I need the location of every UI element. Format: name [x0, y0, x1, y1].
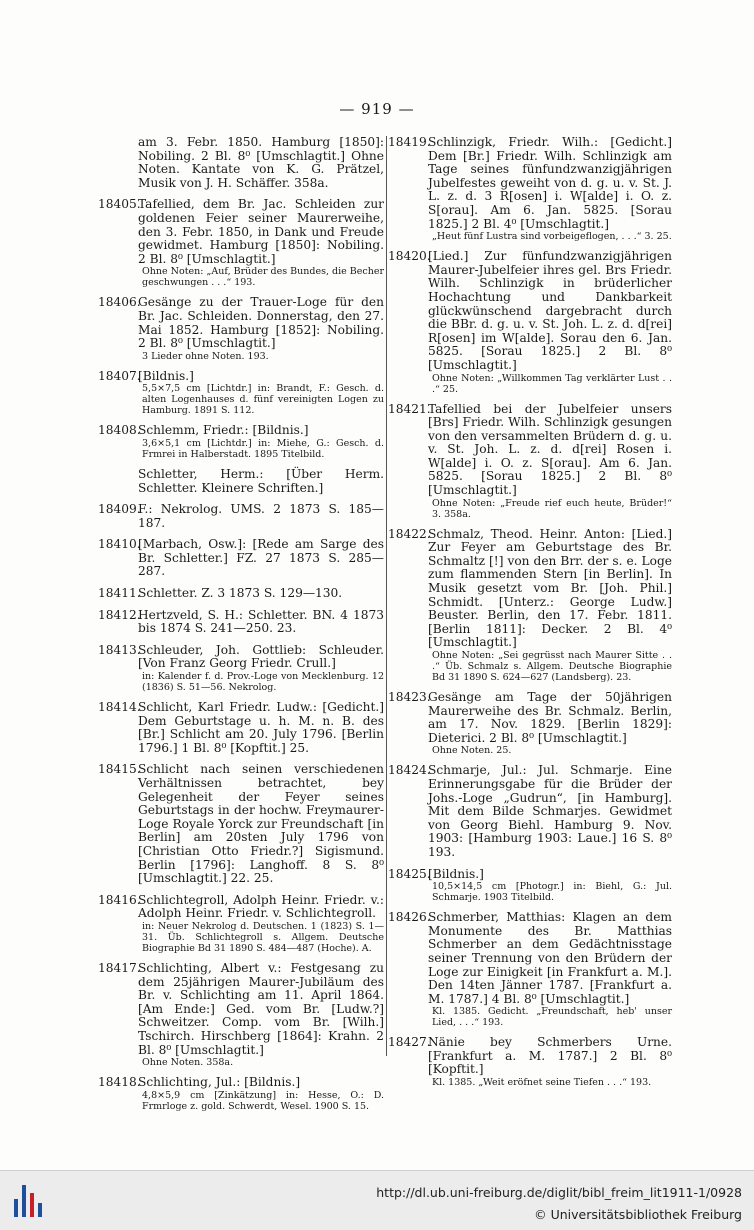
entry-number: 18427. [388, 1035, 431, 1050]
catalog-entry [388, 528, 672, 683]
catalog-entry [98, 1076, 384, 1112]
entry-number: 18412. [98, 607, 141, 622]
entry-number: 18418. [98, 1075, 141, 1090]
page-number: — 919 — [339, 100, 415, 118]
entry-text: am 3. Febr. 1850. Hamburg [1850]: Nobiling. 2 Bl. 8⁰ [Umschlagtit.] [138, 135, 384, 163]
catalog-entry [98, 962, 384, 1068]
catalog-entry [98, 198, 384, 288]
entry-number: 18420. [388, 249, 431, 264]
entry-text: Schlichting, Jul.: [Bildnis.] [138, 1075, 301, 1090]
catalog-entry [388, 403, 672, 520]
entry-number: 18422. [388, 526, 431, 541]
catalog-entry [98, 894, 384, 954]
entry-number: 18406. [98, 295, 141, 310]
catalog-entry [98, 503, 384, 530]
catalog-entry [388, 1036, 672, 1088]
entry-number: 18409. [98, 502, 141, 517]
entry-number: 18411. [98, 586, 141, 601]
entry-note: in: Neuer Nekrolog d. Deutschen. 1 (1823) S. 1—31. Üb. Schlichtegroll s. Allgem. Deutsche Biographie Bd 31 1890 S. 484—487 (Hoche). A. [142, 920, 384, 954]
entry-text: Hertzveld, S. H.: Schletter. BN. 4 1873 bis 1874 S. 241—250. 23. [138, 607, 384, 636]
entry-text: Schlicht, Karl Friedr. Ludw.: [Gedicht.] Dem Geburtstage u. h. M. n. B. des [Br.] Schlicht am 20. July 1796. [Berlin 1796.] 1 Bl. 8⁰ [Kopftit.] 25. [138, 700, 384, 755]
entry-text: [Bildnis.] [138, 368, 194, 383]
entry-text: F.: Nekrolog. UMS. 2 1873 S. 185—187. [138, 502, 384, 530]
entry-note: „Heut fünf Lustra sind vorbeigeflogen, . . .“ 3. 25. [432, 231, 672, 243]
schletter-heading: Schletter, Herm.: [Über Herm. Schletter. Kleinere Schriften.] [138, 466, 384, 495]
catalog-entry [388, 868, 672, 904]
entry-text: Tafellied bei der Jubelfeier unsers [Brs] Friedr. Wilh. Schlinzigk gesungen von den versammelten Brüdern d. g. u. v. St. Joh. L. z. d. d[rei] Rosen i. W[alde] i. O. z. S[orau]. Am 6. Jan. 5825. [Sorau 1825.] 2 Bl. 8⁰ [Umschlagtit.] [428, 401, 672, 498]
catalog-entry [388, 136, 672, 242]
entry-number: 18426. [388, 910, 431, 925]
entry-text: Schmerber, Matthias: Klagen an dem Monumente des Br. Matthias Schmerber an dem Gedächtnisstage seiner Trennung von den Brüdern der Loge zur Einigkeit [in Frankfurt a. M.]. Den 14ten Jänner 1787. [Frankfurt a. M. 1787.] 4 Bl. 8⁰ [Umschlagtit.] [428, 910, 672, 1006]
entry-note: Ohne Noten. 358a. [142, 1057, 234, 1069]
entry-text: [Marbach, Osw.]: [Rede am Sarge des Br. Schletter.] FZ. 27 1873 S. 285—287. [138, 537, 384, 579]
catalog-entry [388, 764, 672, 859]
entry-number: 18419. [388, 135, 431, 149]
entry-text: Schletter. Z. 3 1873 S. 129—130. [138, 586, 343, 601]
entry-text: Schleuder, Joh. Gottlieb: Schleuder. [Von Franz Georg Friedr. Crull.] [138, 642, 384, 671]
viewer-footer [0, 1170, 754, 1230]
entry-text: Schmarje, Jul.: Jul. Schmarje. Eine Erinnerungsgabe für die Brüder der Johs.-Loge „Gudrun“, [in Hamburg]. Mit dem Bilde Schmarjes. Gewidmet von Georg Biehl. Hamburg 9. Nov. 1903: [Hamburg 1903: Laue.] 16 S. 8⁰ 193. [428, 763, 672, 859]
entry-note: 3,6×5,1 cm [Lichtdr.] in: Miehe, G.: Gesch. d. Frmrei in Halberstadt. 1895 Titelbild. [142, 437, 384, 460]
entry-number: 18405. [98, 197, 141, 212]
continuation-entry [98, 136, 384, 190]
entry-number: 18407. [98, 368, 141, 383]
entry-text: Gesänge am Tage der 50jährigen Maurerweihe des Br. Schmalz. Berlin, am 17. Nov. 1829. [Berlin 1829]: Dieterici. 2 Bl. 8⁰ [Umschlagtit.] [428, 690, 672, 745]
entry-text: Schlinzigk, Friedr. Wilh.: [Gedicht.] Dem [Br.] Friedr. Wilh. Schlinzigk am Tage seines fünfundzwanzigjährigen Jubelfestes geweiht von d. g. u. v. St. J. L. z. d. 3 R[osen] i. W[alde] i. O. z. S[orau]. Am 6. Jan. 5825. [Sorau 1825.] 2 Bl. 4⁰ [Umschlagtit.] [428, 135, 672, 231]
catalog-entry [98, 538, 384, 579]
catalog-entry [98, 587, 384, 601]
entry-note: 5,5×7,5 cm [Lichtdr.] in: Brandt, F.: Gesch. d. alten Logenhauses d. fünf vereinigten Logen zu Hamburg. 1891 S. 112. [142, 383, 384, 417]
entry-note: Ohne Noten: „Auf, Brüder des Bundes, die Becher geschwungen . . .“ 193. [142, 266, 384, 289]
entry-number: 18416. [98, 892, 141, 907]
entry-note: Ohne Noten: „Freude rief euch heute, Brüder!“ 3. 358a. [432, 497, 672, 520]
copyright-text: © Universitätsbibliothek Freiburg [534, 1207, 742, 1222]
ub-freiburg-logo-icon [10, 1181, 46, 1221]
catalog-entry [98, 763, 384, 885]
entry-text: Schlichting, Albert v.: Festgesang zu dem 25jährigen Maurer-Jubiläum des Br. v. Schlichting am 11. April 1864. [Am Ende:] Ged. vom Br. [Ludw.?] Schweitzer. Comp. vom Br. [Wilh.] Tschirch. Hirschberg [1864]: Krahn. 2 Bl. 8⁰ [Umschlagtit.] [138, 960, 384, 1057]
entry-note: Ohne Noten. 25. [432, 745, 512, 757]
entry-number: 18410. [98, 537, 141, 552]
catalog-entry [388, 911, 672, 1028]
entry-note: Ohne Noten: „Willkommen Tag verklärter Lust . . .“ 25. [432, 372, 672, 395]
entry-text: Schlichtegroll, Adolph Heinr. Friedr. v.: Adolph Heinr. Friedr. v. Schlichtegroll. [138, 892, 384, 921]
entry-note: Ohne Noten. Kantate von K. G. Prätzel, Musik von J. H. Schäffer. 358a. [138, 148, 384, 190]
entry-text: Gesänge zu der Trauer-Loge für den Br. Jac. Schleiden. Donnerstag, den 27. Mai 1852. Hamburg [1852]: Nobiling. 2 Bl. 8⁰ [Umschlagtit.] [138, 295, 384, 351]
document-url[interactable]: http://dl.ub.uni-freiburg.de/diglit/bibl_freim_lit1911-1/0928 [376, 1185, 742, 1200]
entry-note: in: Kalender f. d. Prov.-Loge von Mecklenburg. 12 (1836) S. 51—56. Nekrolog. [142, 671, 384, 694]
catalog-entry [388, 691, 672, 756]
entry-number: 18424. [388, 763, 431, 778]
entry-number: 18425. [388, 866, 431, 881]
entry-number: 18423. [388, 690, 431, 704]
entry-text: Schlemm, Friedr.: [Bildnis.] [138, 423, 309, 438]
catalog-entry [98, 424, 384, 460]
catalog-entry [388, 250, 672, 394]
entry-number: 18421. [388, 401, 431, 416]
entry-number: 18413. [98, 642, 141, 657]
entry-text: Tafellied, dem Br. Jac. Schleiden zur goldenen Feier seiner Maurerweihe, den 3. Febr. 1850, in Dank und Freude gewidmet. Hamburg [1850]: Nobiling. 2 Bl. 8⁰ [Umschlagtit.] [138, 197, 384, 266]
entry-note: 3 Lieder ohne Noten. 193. [142, 350, 269, 362]
entry-note: 4,8×5,9 cm [Zinkätzung] in: Hesse, O.: D. Frmrloge z. gold. Schwerdt, Wesel. 1900 S. 15. [142, 1089, 384, 1112]
entry-number: 18414. [98, 700, 141, 715]
entry-text: Nänie bey Schmerbers Urne. [Frankfurt a. M. 1787.] 2 Bl. 8⁰ [Kopftit.] [428, 1035, 672, 1077]
catalog-entry [98, 644, 384, 693]
right-column [388, 136, 672, 1096]
catalog-entry [98, 296, 384, 361]
catalog-entry [98, 370, 384, 417]
entry-number: 18415. [98, 762, 141, 777]
entry-text: Schmalz, Theod. Heinr. Anton: [Lied.] Zur Feyer am Geburtstage des Br. Schmaltz [!] von den Brr. der s. e. Loge zum flammenden Stern [in Berlin]. In Musik gesetzt vom Br. [Joh. Phil.] Schmidt. [Unterz.: George Ludw.] Beuster. Berlin, den 17. Febr. 1811. [Berlin 1811]: Decker. 2 Bl. 4⁰ [Umschlagtit.] [428, 526, 672, 650]
entry-note: Ohne Noten: „Sei gegrüsst nach Maurer Sitte . . .“ Üb. Schmalz s. Allgem. Deutsche Biographie Bd 31 1890 S. 624—627 (Landsberg). 23. [432, 650, 672, 683]
catalog-entry [98, 609, 384, 636]
entry-text: [Lied.] Zur fünfundzwanzigjährigen Maurer-Jubelfeier ihres gel. Brs Friedr. Wilh. Schlinzigk in brüderlicher Hochachtung und Dankbarkeit glückwünschend dargebracht durch die BBr. d. g. u. v. St. Joh. L. z. d. d[rei] R[osen] im W[alde]. Sorau den 6. Jan. 5825. [Sorau 1825.] 2 Bl. 8⁰ [Umschlagtit.] [428, 249, 672, 372]
entry-number: 18417. [98, 960, 141, 975]
catalog-entry [98, 701, 384, 755]
entry-note: 10,5×14,5 cm [Photogr.] in: Biehl, G.: Jul. Schmarje. 1903 Titelbild. [432, 881, 672, 904]
left-column [98, 136, 384, 1120]
entry-text: Schlicht nach seinen verschiedenen Verhältnissen betrachtet, bey Gelegenheit der Feyer seines Geburtstags in der hochw. Freymaurer-Loge Royale Yorck zur Freundschaft [in Berlin] am 20sten July 1796 von [Christian Otto Friedr.?] Sigismund. Berlin [1796]: Langhoff. 8 S. 8⁰ [Umschlagtit.] 22. 25. [138, 762, 384, 886]
column-divider [386, 136, 387, 1056]
entry-note: Kl. 1385. Gedicht. „Freundschaft, heb' unser Lied, . . .“ 193. [432, 1006, 672, 1029]
entry-number: 18408. [98, 423, 141, 438]
entry-note: Kl. 1385. „Weit eröfnet seine Tiefen . . .“ 193. [432, 1077, 652, 1089]
entry-text: [Bildnis.] [428, 866, 484, 881]
